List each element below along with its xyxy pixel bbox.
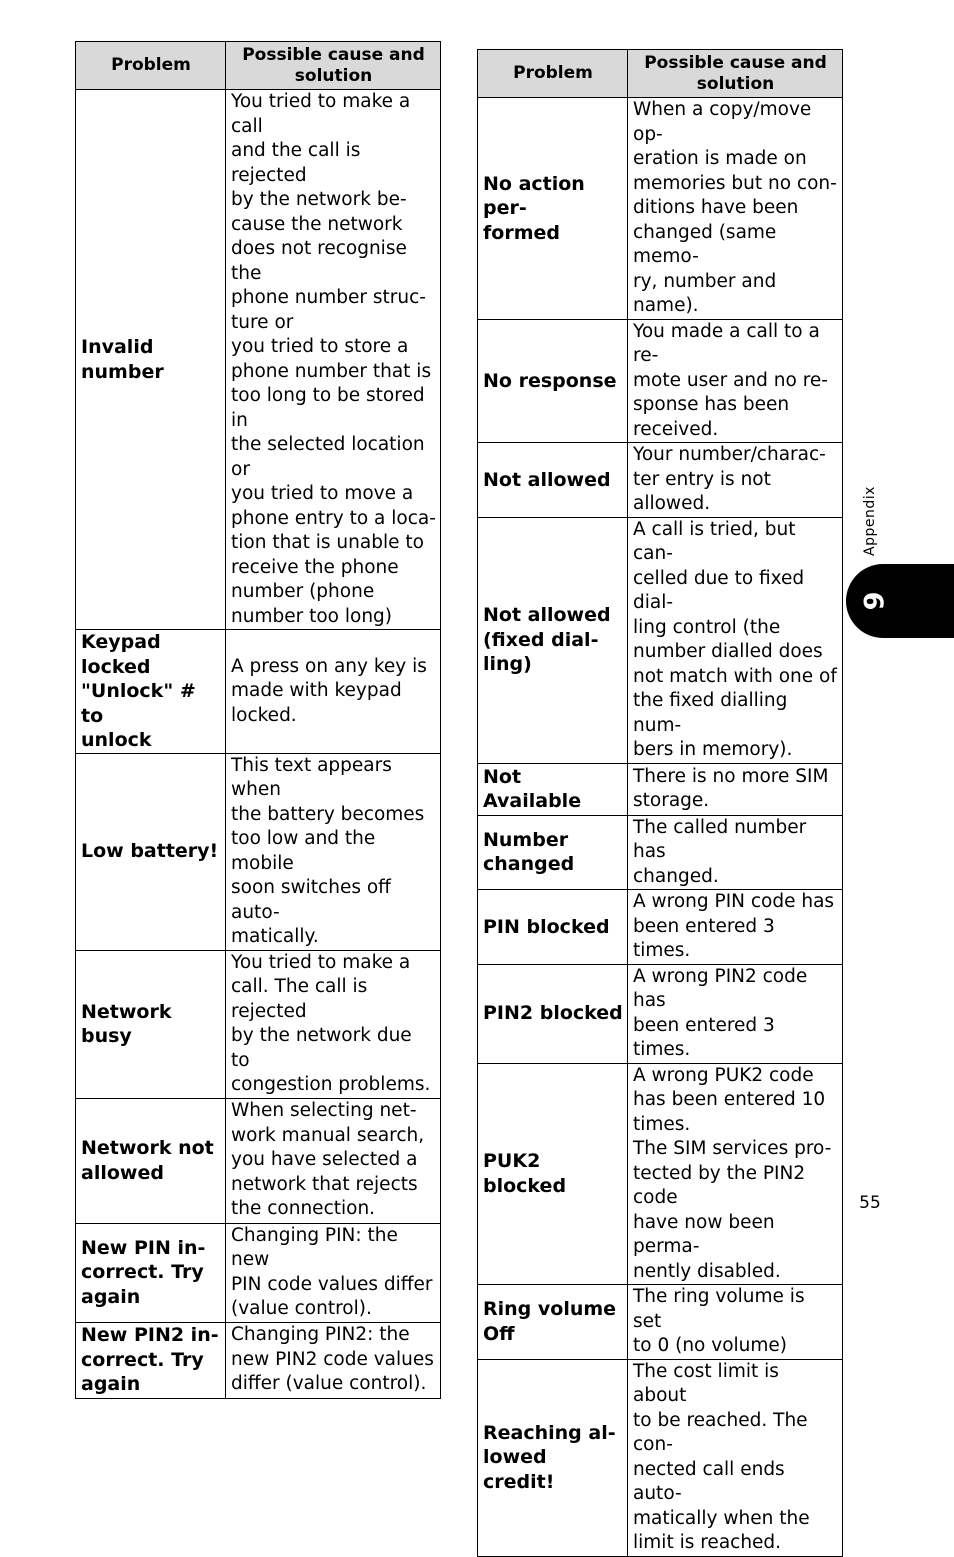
table-row: [478, 1285, 843, 1360]
problem-cell: No action per- formed: [478, 98, 628, 320]
table-row: [76, 1098, 441, 1223]
solution-cell: Changing PIN: the new PIN code values differ (value control).: [226, 1223, 441, 1322]
solution-cell: The cost limit is about to be reached. The con- nected call ends auto- matically when the limit is reached.: [628, 1359, 843, 1556]
table-row: [478, 890, 843, 965]
solution-cell: Changing PIN2: the new PIN2 code values differ (value control).: [226, 1322, 441, 1398]
problem-header: Problem: [76, 42, 226, 90]
solution-cell: You made a call to a re- mote user and no re- sponse has been received.: [628, 319, 843, 443]
solution-cell: A wrong PUK2 code has been entered 10 times. The SIM services pro- tected by the PIN2 code have now been perma- nently disabled.: [628, 1063, 843, 1285]
right-troubleshooting-table: [477, 49, 843, 1557]
solution-cell: When selecting net- work manual search, you have selected a network that rejects the connection.: [226, 1098, 441, 1223]
solution-cell: Your number/charac- ter entry is not allowed.: [628, 443, 843, 518]
solution-cell: There is no more SIM storage.: [628, 763, 843, 815]
problem-cell: PUK2 blocked: [478, 1063, 628, 1285]
table-row: [478, 1359, 843, 1556]
problem-cell: Low battery!: [76, 753, 226, 950]
cause-header: Possible cause and solution: [628, 50, 843, 98]
problem-cell: Keypad locked "Unlock" # to unlock: [76, 630, 226, 754]
left-troubleshooting-table: [75, 41, 441, 1399]
page-number: 55: [859, 1193, 881, 1213]
solution-cell: You tried to make a call. The call is rejected by the network due to congestion problems.: [226, 950, 441, 1098]
section-label: Appendix: [862, 486, 878, 556]
header-row: [76, 42, 441, 90]
table-row: [478, 1063, 843, 1285]
table-row: [76, 950, 441, 1098]
table-row: [478, 443, 843, 518]
problem-cell: New PIN2 in- correct. Try again: [76, 1322, 226, 1398]
table-row: [478, 517, 843, 763]
problem-header: Problem: [478, 50, 628, 98]
problem-cell: PIN2 blocked: [478, 964, 628, 1063]
problem-cell: Not allowed: [478, 443, 628, 518]
chapter-number: 6: [857, 591, 888, 611]
problem-cell: Number changed: [478, 815, 628, 890]
table-row: [76, 630, 441, 754]
table-row: [478, 763, 843, 815]
solution-cell: You tried to make a call and the call is rejected by the network be- cause the network does not recognise the phone number struc- ture or you tried to store a phone number that is too long to be stored in the selected location or you tried to move a phone entry to a loca- tion that is unable to receive the phone number (phone number too long): [226, 90, 441, 630]
solution-cell: The called number has changed.: [628, 815, 843, 890]
header-row: [478, 50, 843, 98]
problem-cell: Network not allowed: [76, 1098, 226, 1223]
solution-cell: When a copy/move op- eration is made on memories but no con- ditions have been changed (same memo- ry, number and name).: [628, 98, 843, 320]
problem-cell: Network busy: [76, 950, 226, 1098]
table-row: [478, 98, 843, 320]
solution-cell: A call is tried, but can- celled due to fixed dial- ling control (the number dialled does not match with one of the fixed dialling num- bers in memory).: [628, 517, 843, 763]
table-row: [76, 90, 441, 630]
problem-cell: PIN blocked: [478, 890, 628, 965]
problem-cell: Invalid number: [76, 90, 226, 630]
problem-cell: Reaching al- lowed credit!: [478, 1359, 628, 1556]
problem-cell: New PIN in- correct. Try again: [76, 1223, 226, 1322]
table-row: [478, 815, 843, 890]
solution-cell: A press on any key is made with keypad locked.: [226, 630, 441, 754]
table-row: [478, 319, 843, 443]
table-row: [478, 964, 843, 1063]
problem-cell: No response: [478, 319, 628, 443]
problem-cell: Ring volume Off: [478, 1285, 628, 1360]
solution-cell: The ring volume is set to 0 (no volume): [628, 1285, 843, 1360]
table-row: [76, 753, 441, 950]
problem-cell: Not Available: [478, 763, 628, 815]
cause-header: Possible cause and solution: [226, 42, 441, 90]
problem-cell: Not allowed (fixed dial- ling): [478, 517, 628, 763]
solution-cell: A wrong PIN code has been entered 3 times.: [628, 890, 843, 965]
table-row: [76, 1322, 441, 1398]
solution-cell: This text appears when the battery becomes too low and the mobile soon switches off auto- matically.: [226, 753, 441, 950]
table-row: [76, 1223, 441, 1322]
solution-cell: A wrong PIN2 code has been entered 3 times.: [628, 964, 843, 1063]
